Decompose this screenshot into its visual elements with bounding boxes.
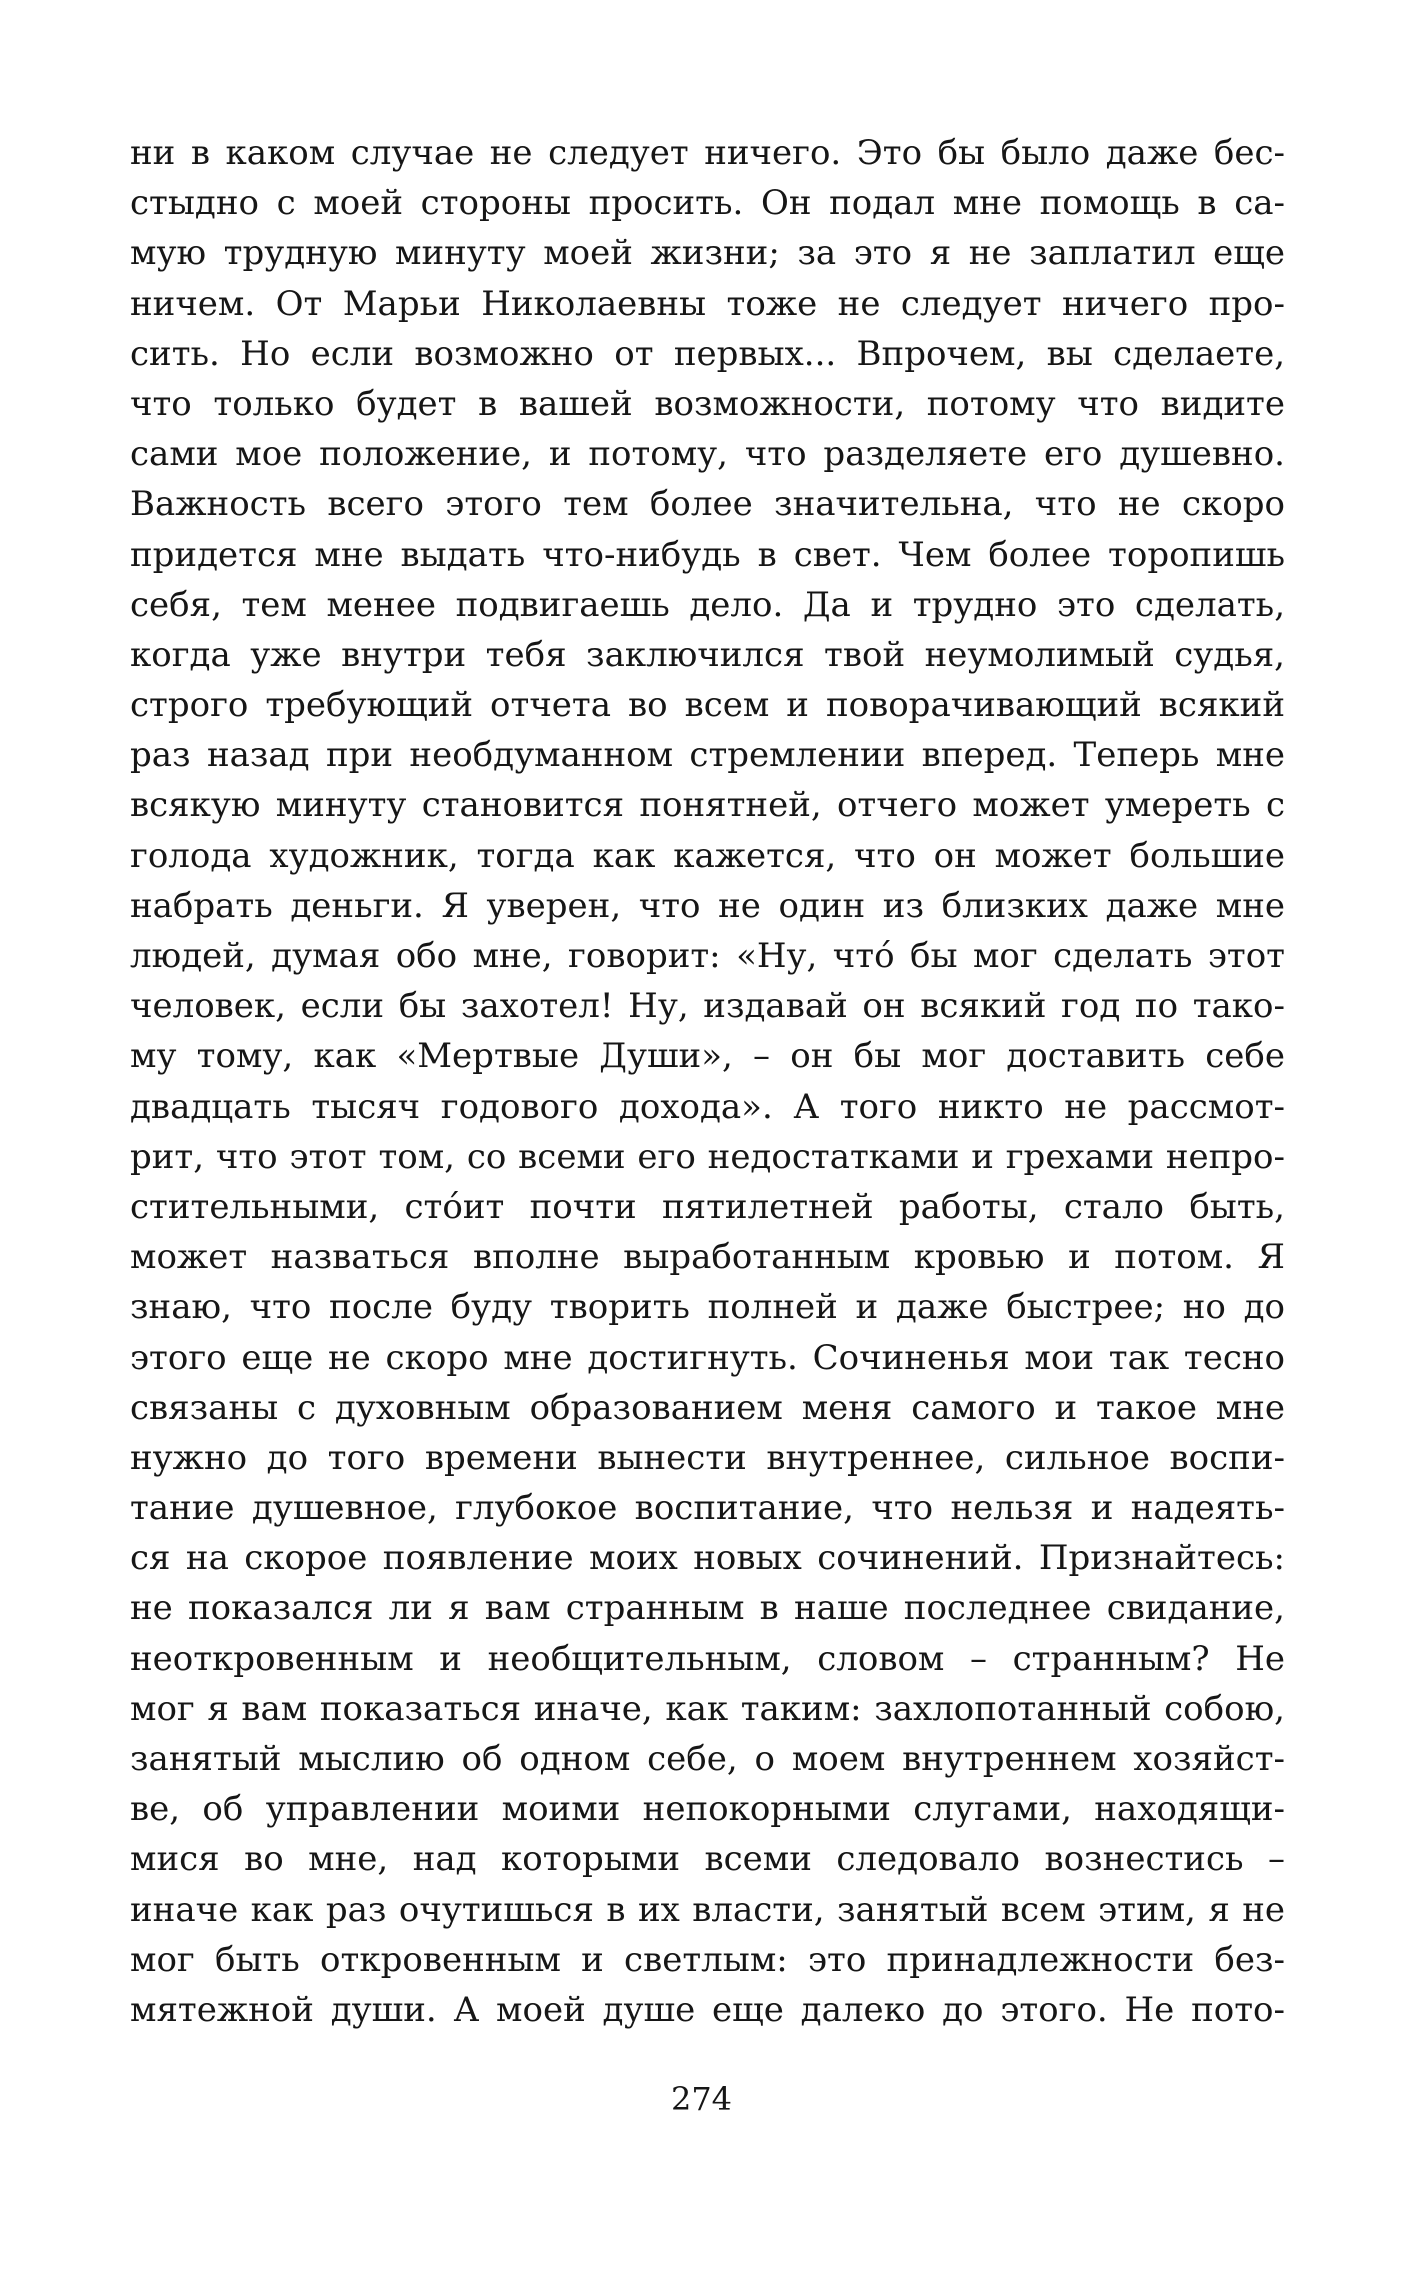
text-line: мятежной души. А моей душе еще далеко до этого. Не пото- bbox=[130, 1989, 1285, 2030]
page-number: 274 bbox=[670, 2080, 733, 2118]
text-line: ве, об управлении моими непокорными слугами, находящи- bbox=[130, 1789, 1285, 1830]
text-line: иначе как раз очутишься в их власти, занятый всем этим, я не bbox=[130, 1889, 1285, 1930]
text-line: раз назад при необдуманном стремлении вперед. Теперь мне bbox=[130, 735, 1285, 776]
text-line: стыдно с моей стороны просить. Он подал мне помощь в са- bbox=[130, 183, 1285, 224]
text-line: ни в каком случае не следует ничего. Это бы было даже бес- bbox=[130, 133, 1285, 173]
text-line: не показался ли я вам странным в наше последнее свидание, bbox=[130, 1588, 1285, 1629]
text-line: этого еще не скоро мне достигнуть. Сочиненья мои так тесно bbox=[130, 1337, 1285, 1378]
text-line: рит, что этот том, со всеми его недостатками и грехами непро- bbox=[130, 1136, 1285, 1177]
text-line: себя, тем менее подвигаешь дело. Да и трудно это сделать, bbox=[130, 584, 1285, 625]
body-text bbox=[130, 128, 1285, 2035]
text-line: мися во мне, над которыми всеми следовало вознестись – bbox=[130, 1839, 1285, 1880]
text-line: занятый мыслию об одном себе, о моем внутреннем хозяйст- bbox=[130, 1739, 1285, 1779]
text-line: Важность всего этого тем более значительна, что не скоро bbox=[130, 484, 1285, 525]
text-line: двадцать тысяч годового дохода». А того никто не рассмот- bbox=[130, 1086, 1285, 1127]
text-line: знаю, что после буду творить полней и даже быстрее; но до bbox=[130, 1287, 1285, 1328]
text-line: людей, думая обо мне, говорит: «Ну, чтó бы мог сделать этот bbox=[130, 936, 1285, 976]
text-line: может назваться вполне выработанным кровью и потом. Я bbox=[130, 1237, 1285, 1278]
text-line: всякую минуту становится понятней, отчего может умереть с bbox=[130, 785, 1285, 826]
text-line: набрать деньги. Я уверен, что не один из близких даже мне bbox=[130, 885, 1285, 926]
text-line: тание душевное, глубокое воспитание, что нельзя и надеять- bbox=[130, 1488, 1285, 1529]
text-line: стительными, стóит почти пятилетней работы, стало быть, bbox=[130, 1186, 1285, 1227]
text-line: мую трудную минуту моей жизни; за это я не заплатил еще bbox=[130, 233, 1285, 274]
text-line: ничем. От Марьи Николаевны тоже не следует ничего про- bbox=[130, 283, 1285, 324]
text-line: человек, если бы захотел! Ну, издавай он всякий год по тако- bbox=[130, 986, 1285, 1027]
text-line: мог быть откровенным и светлым: это принадлежности без- bbox=[130, 1939, 1285, 1980]
text-line: сить. Но если возможно от первых... Впрочем, вы сделаете, bbox=[130, 333, 1285, 374]
text-line: что только будет в вашей возможности, потому что видите bbox=[130, 383, 1285, 424]
text-line: ся на скорое появление моих новых сочинений. Признайтесь: bbox=[130, 1538, 1285, 1579]
text-line: голода художник, тогда как кажется, что он может большие bbox=[130, 835, 1285, 876]
text-line: мог я вам показаться иначе, как таким: захлопотанный собою, bbox=[130, 1688, 1285, 1729]
text-line: неоткровенным и необщительным, словом – странным? Не bbox=[130, 1638, 1285, 1679]
text-line: придется мне выдать что-нибудь в свет. Чем более торопишь bbox=[130, 534, 1285, 575]
text-line: когда уже внутри тебя заключился твой неумолимый судья, bbox=[130, 634, 1285, 675]
text-line: связаны с духовным образованием меня самого и такое мне bbox=[130, 1387, 1285, 1428]
text-line: му тому, как «Мертвые Души», – он бы мог доставить себе bbox=[130, 1036, 1285, 1077]
text-line: сами мое положение, и потому, что разделяете его душевно. bbox=[130, 434, 1285, 475]
text-line: нужно до того времени вынести внутреннее, сильное воспи- bbox=[130, 1437, 1285, 1478]
text-line: строго требующий отчета во всем и поворачивающий всякий bbox=[130, 685, 1285, 726]
